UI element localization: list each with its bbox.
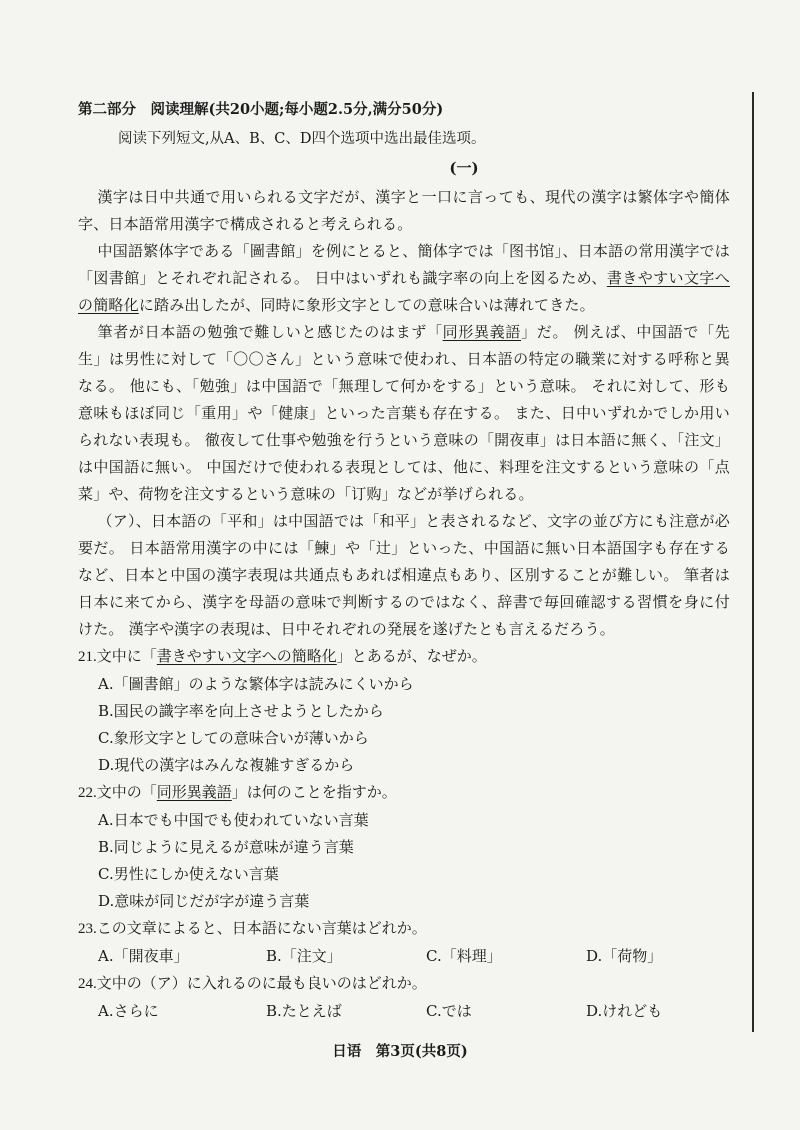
passage-paragraph-2 [78, 238, 730, 319]
option-d[interactable]: D.「荷物」 [586, 947, 663, 965]
option-a[interactable]: A.日本でも中国でも使われていない言葉 [98, 811, 369, 829]
answer-options [78, 998, 730, 1025]
option-a[interactable]: A.さらに [98, 1002, 159, 1020]
question-stem [78, 643, 730, 671]
passage-paragraph-3 [78, 319, 730, 508]
reading-section [78, 96, 730, 1025]
underlined-phrase: 同形異義語 [156, 783, 232, 801]
option-c[interactable]: C.男性にしか使えない言葉 [98, 865, 279, 883]
question-number: 21. [78, 649, 97, 665]
option-d[interactable]: D.意味が同じだが字が違う言葉 [98, 892, 310, 910]
passage-paragraph-4: （ア）、日本語の「平和」は中国語では「和平」と表されるなど、文字の並び方にも注意が必要だ。 日本語常用漢字の中には「鰊」や「辻」といった、中国語に無い日本語国字も存在するなど、日本と中国の漢字表現は共通点もあれば相違点もあり、区別することが難しい。 筆者は日本に来てから、漢字を母語の意味で判断するのではなく、辞書で毎回確認する習慣を身に付けた。 漢字や漢字の表現は、日中それぞれの発展を遂げたとも言えるだろう。 [78, 512, 730, 638]
answer-options [78, 943, 730, 970]
stem-text: この文章によると、日本語にない言葉はどれか。 [96, 919, 427, 937]
section-heading: 第二部分 阅读理解(共20小题;每小题2.5分,满分50分) [78, 101, 444, 118]
right-margin-rule [752, 92, 754, 1032]
paragraph-text: に踏み出したが、同時に象形文字としての意味合いは薄れてきた。 [138, 296, 595, 314]
option-c[interactable]: C.「料理」 [426, 947, 502, 965]
question-stem [78, 970, 730, 998]
paragraph-text: 中国語繁体字である「圖書館」を例にとると、簡体字では「图书馆」、日本語の常用漢字では「図書館」とそれぞれ記される。 日中はいずれも識字率の向上を図るため、 [78, 242, 730, 287]
option-a[interactable]: A.「圖書館」のような繁体字は読みにくいから [98, 675, 414, 693]
option-c[interactable]: C.では [426, 1002, 472, 1020]
answer-options [78, 807, 730, 915]
question-number: 23. [78, 921, 97, 937]
stem-text: 」とあるが、なぜか。 [336, 647, 487, 665]
question-number: 24. [78, 976, 97, 992]
question-stem [78, 915, 730, 943]
paragraph-text: 」だ。 例えば、中国語で「先生」は男性に対して「〇〇さん」という意味で使われ、日本語の特定の職業に対する呼称と異なる。 他にも、「勉強」は中国語で「無理して何かをする」という意味。 それに対して、形も意味もほぼ同じ「重用」や「健康」といった言葉も存在する。 また、日中いずれかでしか用いられない表現も。 徹夜して仕事や勉強を行うという意味の「開夜車」は日本語に無く、「注文」は中国語に無い。 中国だけで使われる表現としては、他に、料理を注文するという意味の「点菜」や、荷物を注文するという意味の「订购」などが挙げられる。 [78, 323, 731, 503]
option-d[interactable]: D.現代の漢字はみんな複雑すぎるから [98, 756, 355, 774]
question-number: 22. [78, 785, 97, 801]
stem-text: 」は何のことを指すか。 [231, 783, 397, 801]
stem-text: 文中の（ア）に入れるのに最も良いのはどれか。 [96, 974, 427, 992]
question-23 [78, 915, 730, 970]
option-b[interactable]: B.「注文」 [266, 947, 342, 965]
underlined-phrase-homograph: 同形異義語 [442, 323, 522, 341]
section-instruction: 阅读下列短文,从A、B、C、D四个选项中选出最佳选项。 [118, 131, 486, 147]
stem-text: 文中に「 [96, 647, 157, 665]
passage [78, 184, 730, 643]
option-c[interactable]: C.象形文字としての意味合いが薄いから [98, 729, 369, 747]
paragraph-text: 筆者が日本語の勉強で難しいと感じたのはまず「 [97, 323, 443, 341]
passage-paragraph-1: 漢字は日中共通で用いられる文字だが、漢字と一口に言っても、現代の漢字は繁体字や簡体字、日本語常用漢字で構成されると考えられる。 [78, 188, 730, 233]
underlined-phrase-simplification: 書きやすい文字への簡略化 [78, 269, 730, 314]
option-b[interactable]: B.国民の識字率を向上させようとしたから [98, 702, 384, 720]
underlined-phrase: 書きやすい文字への簡略化 [156, 647, 337, 665]
page-footer: 日语 第3页(共8页) [332, 1043, 468, 1060]
option-a[interactable]: A.「開夜車」 [98, 947, 189, 965]
question-stem [78, 779, 730, 807]
option-b[interactable]: B.たとえば [266, 1002, 342, 1020]
answer-options [78, 671, 730, 779]
question-21 [78, 643, 730, 779]
passage-label: (一) [449, 159, 479, 177]
option-b[interactable]: B.同じように見えるが意味が違う言葉 [98, 838, 354, 856]
option-d[interactable]: D.けれども [586, 1002, 663, 1020]
question-22 [78, 779, 730, 915]
question-24 [78, 970, 730, 1025]
stem-text: 文中の「 [96, 783, 157, 801]
